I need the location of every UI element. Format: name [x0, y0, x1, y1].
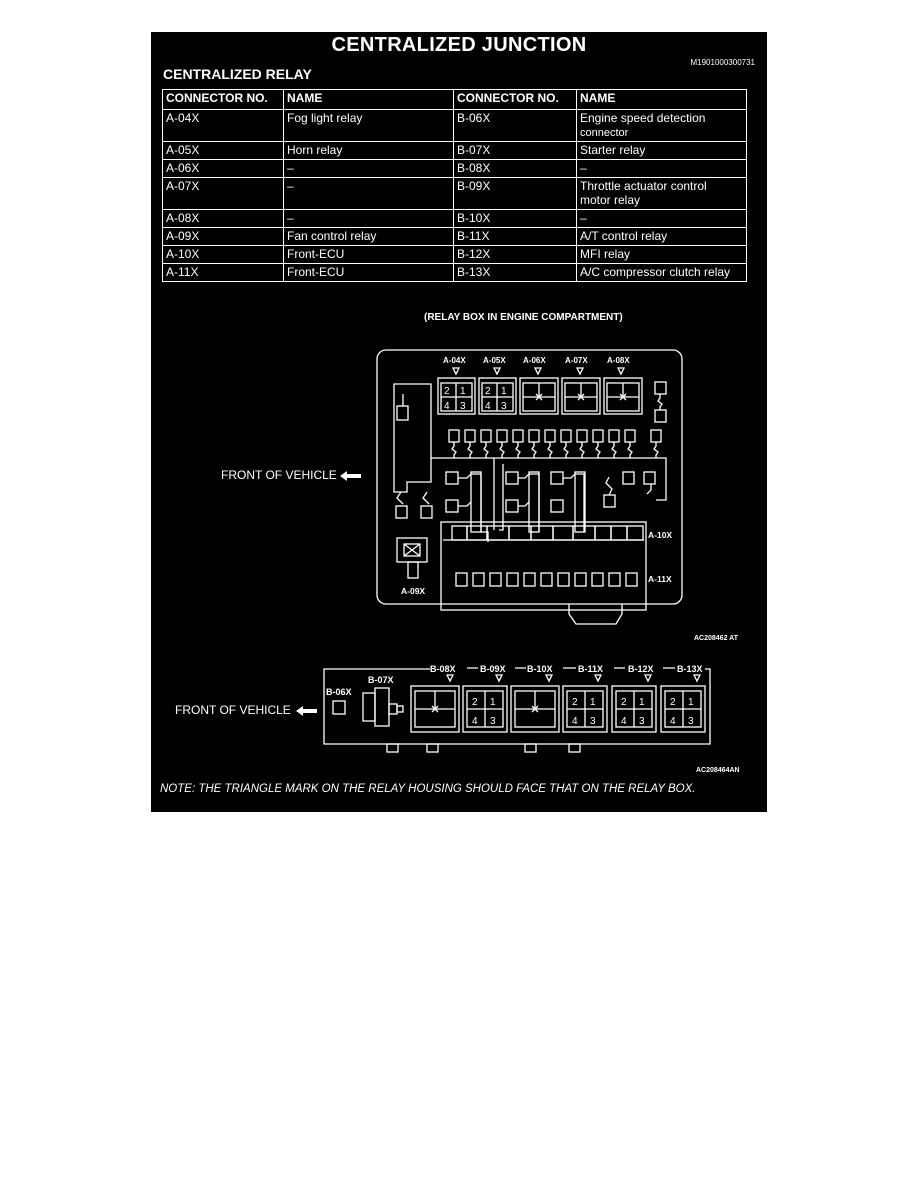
arrow-left-icon	[296, 706, 317, 716]
table-cell: B-07X	[454, 142, 577, 160]
pin-label: 4	[444, 401, 450, 412]
table-cell: B-08X	[454, 160, 577, 178]
junction-panel	[151, 32, 767, 812]
note-text: NOTE: THE TRIANGLE MARK ON THE RELAY HOUSING SHOULD FACE THAT ON THE RELAY BOX.	[160, 783, 696, 795]
triangle-mark-icon	[453, 368, 459, 374]
table-cell: A-04X	[163, 110, 284, 142]
relay-label-a04x: A-04X	[443, 356, 466, 365]
pin-label: 4	[670, 716, 676, 727]
relay-label-a07x: A-07X	[565, 356, 588, 365]
relay-a04x	[438, 378, 475, 414]
pin-label: 1	[688, 697, 694, 708]
table-cell: –	[577, 160, 747, 178]
table-cell: A/C compressor clutch relay	[577, 264, 747, 282]
section-title: CENTRALIZED RELAY	[163, 66, 312, 82]
busbar	[394, 384, 431, 492]
relay-label-b08x: B-08X	[430, 664, 456, 674]
table-cell: A-08X	[163, 210, 284, 228]
pin-label: 3	[639, 716, 645, 727]
relay-label-a05x: A-05X	[483, 356, 506, 365]
pin-label: 1	[639, 697, 645, 708]
fuse	[421, 506, 432, 518]
relay-a07x	[562, 378, 600, 414]
header-connector-no: CONNECTOR NO.	[163, 90, 284, 110]
relay-b12x	[612, 686, 656, 732]
pin-label: 4	[621, 716, 627, 727]
relay-b13x	[661, 686, 705, 732]
interior-relay-box	[324, 664, 710, 752]
fuse	[397, 406, 408, 420]
table-cell: A/T control relay	[577, 228, 747, 246]
table-cell: A-07X	[163, 178, 284, 210]
relay-a09x	[397, 538, 427, 578]
busbar	[431, 458, 666, 500]
relay-label-a09x: A-09X	[401, 586, 426, 596]
pin-label: 2	[444, 386, 450, 397]
triangle-mark-icon	[577, 368, 583, 374]
relay-label-a08x: A-08X	[607, 356, 630, 365]
connector-label-a10x: A-10X	[648, 530, 673, 540]
relay-label-a06x: A-06X	[523, 356, 546, 365]
table-cell: A-10X	[163, 246, 284, 264]
front-of-vehicle-label: FRONT OF VEHICLE	[221, 468, 337, 482]
pin-label: 3	[688, 716, 694, 727]
table-cell: Horn relay	[284, 142, 454, 160]
connector-b06x	[333, 701, 345, 714]
pin-label: 4	[485, 401, 491, 412]
table-cell: B-10X	[454, 210, 577, 228]
table-cell: –	[284, 160, 454, 178]
relay-a05x	[479, 378, 516, 414]
relay-b08x	[411, 686, 459, 732]
relay-a08x	[604, 378, 642, 414]
relay-b11x	[563, 686, 607, 732]
relay-label-b09x: B-09X	[480, 664, 506, 674]
relay-b09x	[463, 686, 507, 732]
header-name: NAME	[284, 90, 454, 110]
header-name: NAME	[577, 90, 747, 110]
diagram1-caption: (RELAY BOX IN ENGINE COMPARTMENT)	[424, 312, 623, 323]
relay-b10x	[511, 686, 559, 732]
cell-line: connector	[580, 127, 629, 139]
pin-label: 3	[501, 401, 507, 412]
table-cell: –	[284, 178, 454, 210]
table-cell: –	[577, 210, 747, 228]
cell-line: Throttle actuator control	[580, 179, 707, 193]
front-of-vehicle-label: FRONT OF VEHICLE	[175, 703, 291, 717]
relay-label-b13x: B-13X	[677, 664, 703, 674]
table-cell: A-06X	[163, 160, 284, 178]
connector-label-a11x: A-11X	[648, 574, 672, 584]
connector-a11x	[456, 573, 637, 586]
pin-label: 3	[460, 401, 466, 412]
fuse	[655, 410, 666, 422]
pin-label: 3	[590, 716, 596, 727]
table-cell: B-11X	[454, 228, 577, 246]
pin-label: 1	[501, 386, 507, 397]
connector-label-b06x: B-06X	[326, 687, 352, 697]
diagram1-code: AC208462 AT	[694, 635, 738, 642]
pin-label: 4	[472, 716, 478, 727]
cell-line: Engine speed detection	[580, 111, 706, 125]
engine-relay-box	[377, 350, 682, 624]
table-cell: B-09X	[454, 178, 577, 210]
triangle-mark-icon	[494, 368, 500, 374]
fuse-row	[449, 430, 661, 458]
relay-a06x	[520, 378, 558, 414]
table-cell: Fan control relay	[284, 228, 454, 246]
pin-label: 2	[572, 697, 578, 708]
table-cell: A-11X	[163, 264, 284, 282]
connector-a10x	[441, 522, 646, 610]
table-cell: Fog light relay	[284, 110, 454, 142]
relay-box-diagrams	[151, 32, 767, 812]
triangle-mark-icon	[618, 368, 624, 374]
relay-label-b11x: B-11X	[578, 664, 604, 674]
arrow-left-icon	[340, 471, 361, 481]
pin-label: 2	[670, 697, 676, 708]
pin-label: 3	[490, 716, 496, 727]
relay-label-b10x: B-10X	[527, 664, 553, 674]
pin-label: 1	[590, 697, 596, 708]
table-cell: A-09X	[163, 228, 284, 246]
table-cell: B-12X	[454, 246, 577, 264]
triangle-mark-icon	[447, 675, 700, 681]
table-cell: Front-ECU	[284, 264, 454, 282]
cell-line: motor relay	[580, 193, 641, 207]
table-cell: B-13X	[454, 264, 577, 282]
relay-b07x	[363, 688, 403, 726]
relay-label-b12x: B-12X	[628, 664, 654, 674]
table-cell: Front-ECU	[284, 246, 454, 264]
header-connector-no: CONNECTOR NO.	[454, 90, 577, 110]
pin-label: 2	[621, 697, 627, 708]
fuse	[396, 506, 407, 518]
table-cell: Starter relay	[577, 142, 747, 160]
table-cell: B-06X	[454, 110, 577, 142]
pin-label: 2	[472, 697, 478, 708]
fuse	[655, 382, 666, 394]
relay-label-b07x: B-07X	[368, 675, 394, 685]
table-cell: –	[284, 210, 454, 228]
pin-label: 2	[485, 386, 491, 397]
pin-label: 1	[460, 386, 466, 397]
diagram2-code: AC208464AN	[696, 767, 740, 774]
pin-label: 1	[490, 697, 496, 708]
page-title: CENTRALIZED JUNCTION	[331, 34, 587, 56]
pin-label: 4	[572, 716, 578, 727]
document-code: M1901000300731	[690, 58, 755, 67]
table-cell: A-05X	[163, 142, 284, 160]
triangle-mark-icon	[535, 368, 541, 374]
table-cell: MFI relay	[577, 246, 747, 264]
